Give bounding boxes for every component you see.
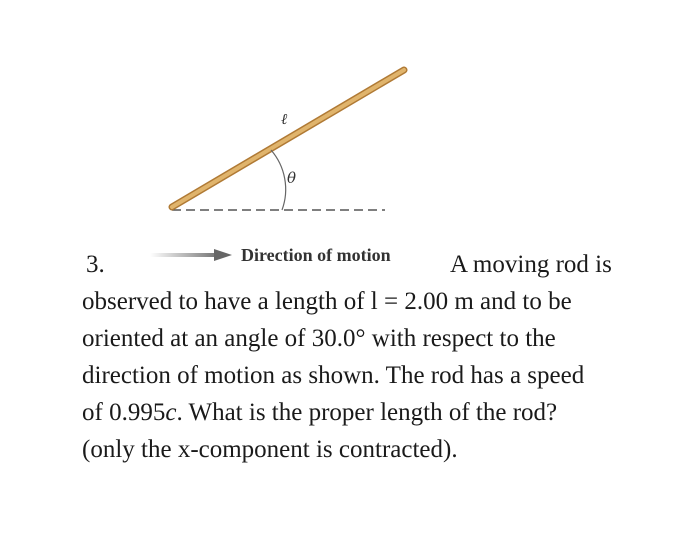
- problem-line-6: (only the x-component is contracted).: [82, 436, 458, 463]
- speed-text-post: . What is the proper length of the rod?: [176, 399, 558, 426]
- problem-line-2: observed to have a length of l = 2.00 m and to be: [82, 288, 572, 315]
- problem-text: [82, 246, 672, 468]
- problem-number: 3.: [86, 251, 105, 278]
- angle-label: θ: [287, 169, 297, 187]
- speed-of-light-symbol: c: [165, 399, 177, 426]
- problem-line-3: oriented at an angle of 30.0° with respect to the: [82, 325, 556, 352]
- angle-arc: [271, 150, 286, 210]
- speed-text-pre: of 0.995: [82, 399, 166, 426]
- problem-line-4: direction of motion as shown. The rod has a speed: [82, 362, 585, 389]
- problem-line-1: A moving rod is: [450, 251, 612, 278]
- direction-of-motion-label: Direction of motion: [241, 245, 391, 265]
- rod-length-label: ℓ: [281, 110, 288, 128]
- problem-line-5: [82, 394, 672, 431]
